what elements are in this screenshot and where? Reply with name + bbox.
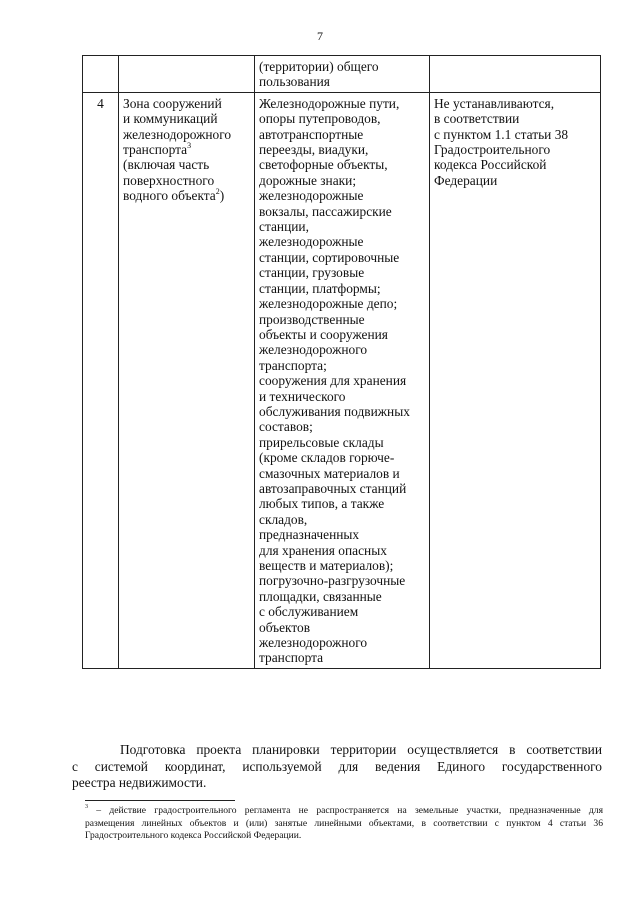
paragraph-line: Подготовка проекта планировки территории осуществляется в соответствии [120, 742, 602, 757]
permitted-use-line: переезды, виадуки, [259, 142, 369, 158]
permitted-uses-cell [255, 92, 430, 668]
zone-text: транспорта [123, 142, 188, 158]
permitted-use-line: предназначенных [259, 527, 360, 543]
row-number-cell: 4 [83, 92, 119, 668]
parameter-line: с пунктом 1.1 статьи 38 [434, 126, 569, 142]
zone-cell [119, 56, 255, 93]
permitted-use-line: производственные [259, 311, 365, 327]
permitted-use-line: транспорта; [259, 357, 327, 373]
permitted-use-line: автозаправочных станций [259, 480, 407, 496]
text-line: пользования [259, 74, 330, 90]
zone-text: водного объекта [123, 188, 216, 204]
footnote-text: – действие градостроительного регламента не распространяется на земельные участки, предназначенные для [88, 805, 603, 816]
zone-text: и коммуникаций [123, 111, 218, 127]
page-number: 7 [317, 29, 323, 43]
table-row-continued [83, 56, 601, 93]
permitted-use-line: железнодорожные [259, 188, 364, 204]
permitted-uses-cell [255, 56, 430, 93]
permitted-use-line: дорожные знаки; [259, 172, 357, 188]
text-line: (территории) общего [259, 59, 379, 74]
parameter-line: в соответствии [434, 111, 520, 127]
footnote-line: размещения линейных объектов и (или) занятые линейными объектами, в соответствии с пунктом 4 статьи 36 [85, 817, 603, 829]
footnote-line: Градостроительного кодекса Российской Федерации. [85, 830, 302, 841]
permitted-use-line: автотранспортные [259, 126, 364, 142]
zone-line [123, 173, 250, 188]
permitted-use-line: (кроме складов горюче- [259, 450, 395, 466]
permitted-use-line: железнодорожные депо; [259, 296, 398, 312]
parameters-cell [430, 56, 601, 93]
permitted-use-line: станции, платформы; [259, 280, 381, 296]
zone-line [123, 157, 250, 172]
parameter-line: Федерации [434, 172, 498, 188]
permitted-use-line: объектов [259, 619, 311, 635]
zoning-table [82, 55, 601, 669]
table-row-4 [83, 92, 601, 668]
parameter-line: кодекса Российской [434, 157, 547, 173]
permitted-use-line: железнодорожного [259, 635, 368, 651]
permitted-use-line: объекты и сооружения [259, 326, 388, 342]
permitted-use-line: Железнодорожные пути, [259, 95, 400, 111]
permitted-use-line: погрузочно-разгрузочные [259, 573, 406, 589]
parameter-line: Градостроительного [434, 142, 551, 158]
permitted-use-line: обслуживания подвижных [259, 403, 410, 419]
zone-text: ) [219, 188, 225, 204]
permitted-use-line: транспорта [259, 650, 324, 666]
permitted-use-line: веществ и материалов); [259, 558, 394, 573]
permitted-use-line: светофорные объекты, [259, 157, 388, 173]
permitted-use-line: железнодорожные [259, 234, 364, 250]
zone-text: поверхностного [123, 172, 215, 188]
zone-text: (включая часть [123, 157, 210, 173]
zone-line [123, 188, 250, 203]
paragraph-line: реестра недвижимости. [72, 775, 207, 790]
permitted-use-line: станции, грузовые [259, 265, 365, 281]
parameters-cell [430, 92, 601, 668]
zone-line [123, 127, 250, 142]
permitted-use-line: площадки, связанные [259, 588, 382, 604]
zone-line [123, 111, 250, 126]
parameter-line: Не устанавливаются, [434, 95, 555, 111]
permitted-use-line: станции, сортировочные [259, 249, 400, 265]
footnote-divider [85, 800, 235, 801]
permitted-use-line: опоры путепроводов, [259, 111, 381, 127]
zone-text: Зона сооружений [123, 95, 222, 111]
zone-line [123, 96, 250, 111]
permitted-use-line: составов; [259, 419, 313, 435]
permitted-use-line: прирельсовые склады [259, 434, 384, 450]
zone-text: железнодорожного [123, 126, 232, 142]
footnote-ref: 2 [215, 186, 220, 196]
zone-line [123, 142, 250, 157]
paragraph-line: с системой координат, используемой для ведения Единого государственного [72, 758, 602, 774]
permitted-use-line: с обслуживанием [259, 604, 359, 620]
permitted-use-line: и технического [259, 388, 346, 404]
permitted-use-line: складов, [259, 511, 308, 527]
permitted-use-line: сооружения для хранения [259, 373, 407, 389]
row-number-cell [83, 56, 119, 93]
zone-cell [119, 92, 255, 668]
permitted-use-line: вокзалы, пассажирские [259, 203, 392, 219]
footnote-line [85, 805, 603, 818]
permitted-use-line: смазочных материалов и [259, 465, 400, 481]
permitted-use-line: для хранения опасных [259, 542, 387, 558]
permitted-use-line: железнодорожного [259, 342, 368, 358]
footnote [85, 805, 603, 843]
permitted-use-line: станции, [259, 219, 309, 235]
body-paragraph [72, 742, 602, 792]
footnote-ref: 3 [187, 140, 192, 150]
permitted-use-line: любых типов, а также [259, 496, 385, 512]
footnote-marker: 3 [85, 803, 88, 810]
